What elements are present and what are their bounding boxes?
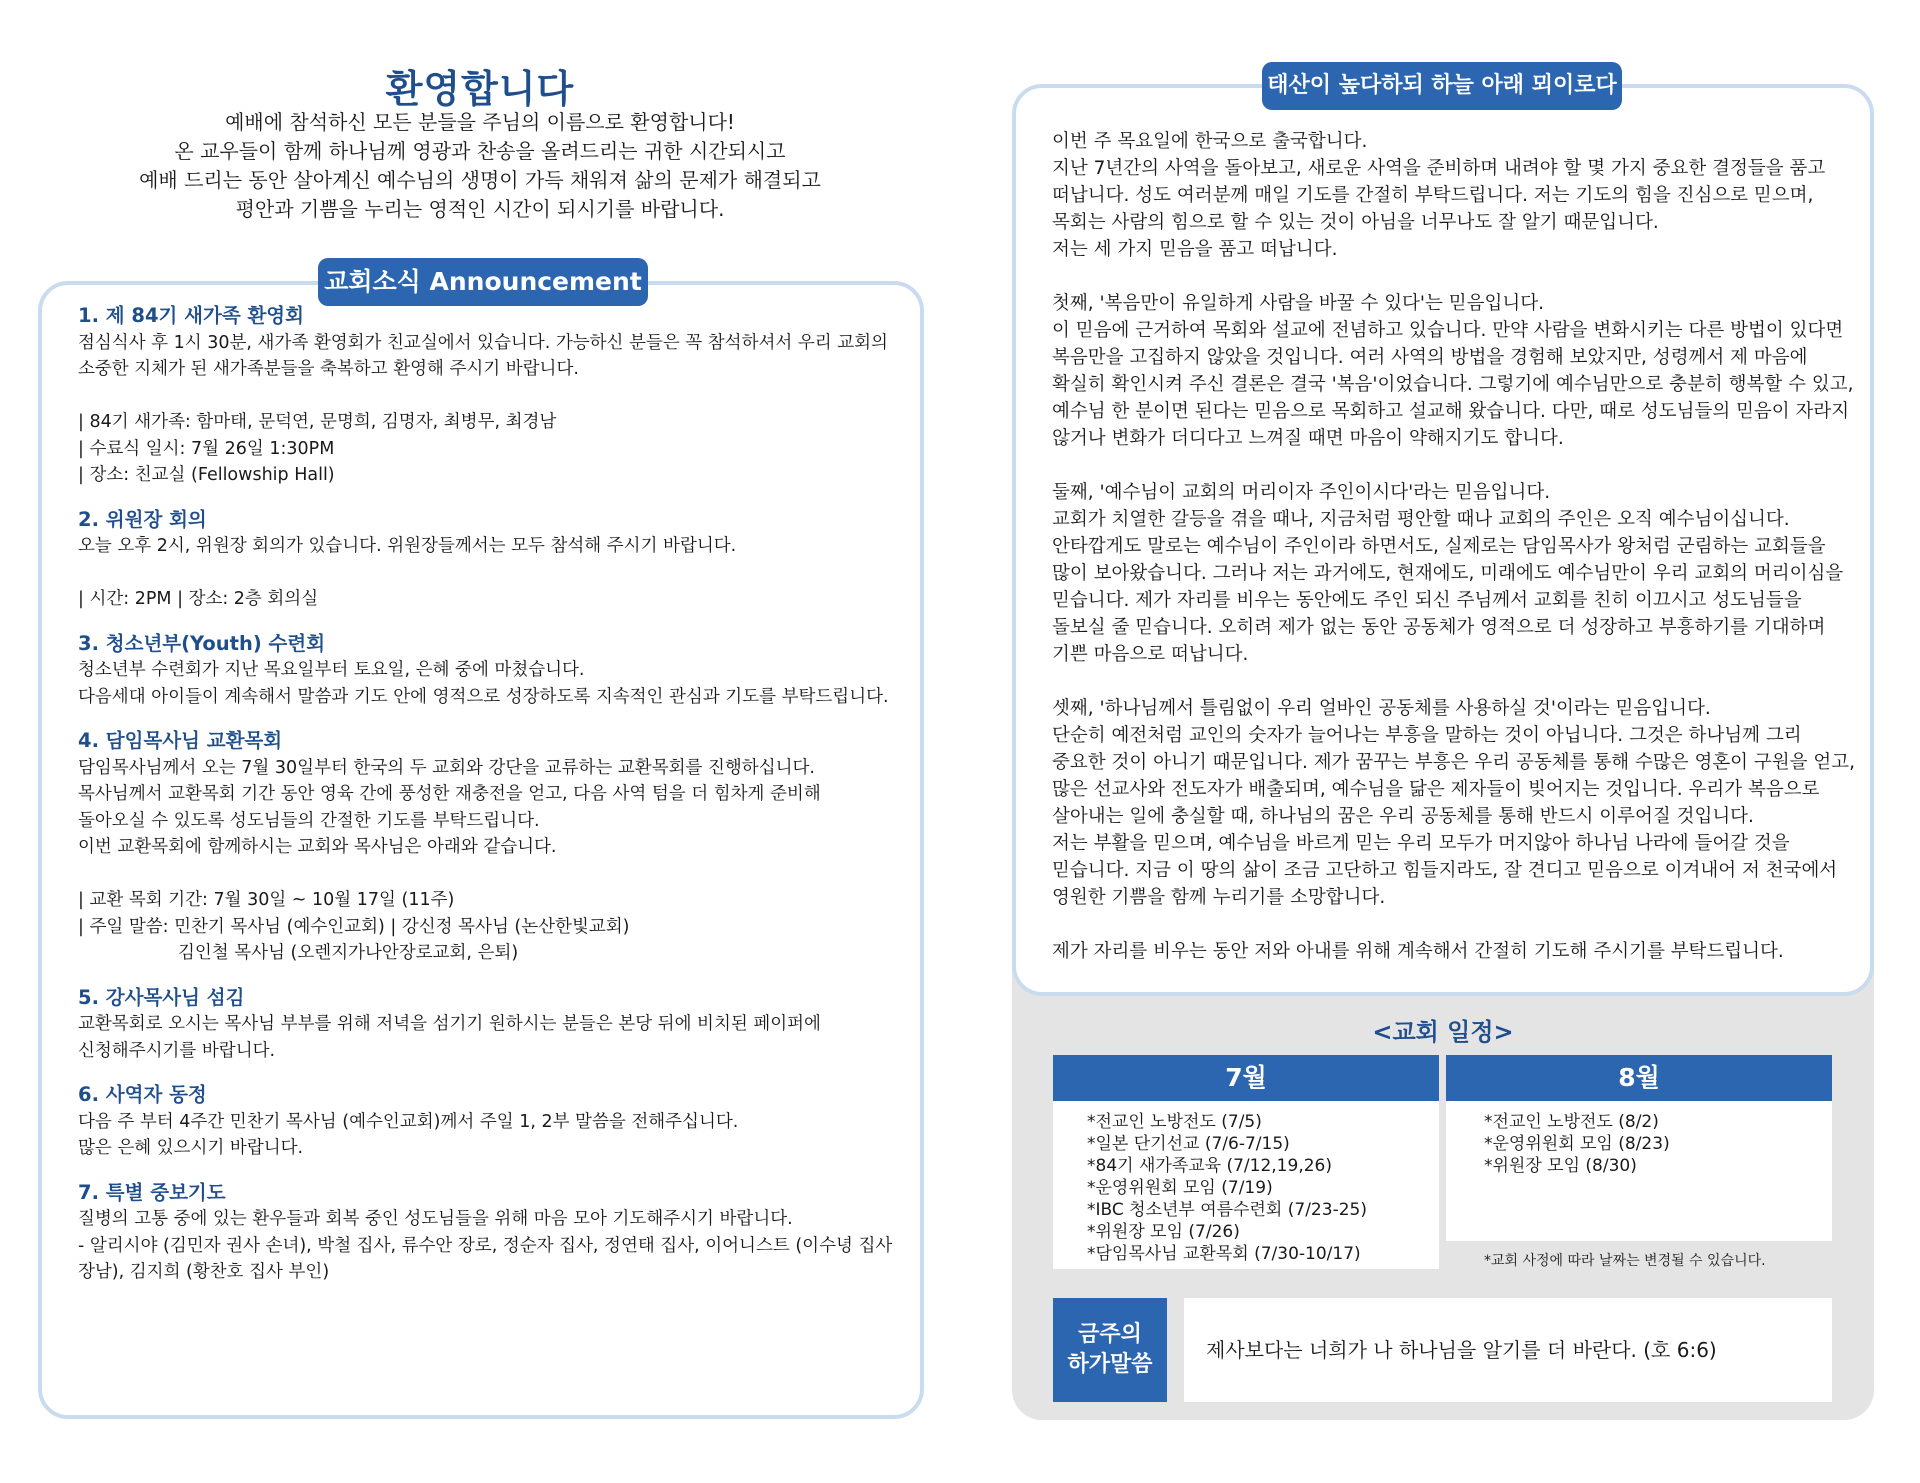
message-line: 이번 주 목요일에 한국으로 출국합니다. xyxy=(1052,131,1368,152)
weekly-verse-text: 제사보다는 너희가 나 하나님을 알기를 더 바란다. (호 6:6) xyxy=(1184,1298,1832,1402)
schedule-item: *전교인 노방전도 (8/2) xyxy=(1484,1112,1659,1132)
july-header: 7월 xyxy=(1053,1055,1439,1101)
announcement-text: 오늘 오후 2시, 위원장 회의가 있습니다. 위원장들께서는 모두 참석해 주시기 바랍니다. xyxy=(78,536,737,556)
message-line: 살아내는 일에 충실할 때, 하나님의 꿈은 우리 공동체를 통해 반드시 이루어질 것입니다. xyxy=(1052,806,1754,827)
announcement-title: 1. 제 84기 새가족 환영회 xyxy=(78,304,304,327)
welcome-text xyxy=(60,108,900,224)
august-header: 8월 xyxy=(1446,1055,1832,1101)
schedule-item: *IBC 청소년부 여름수련회 (7/23-25) xyxy=(1087,1200,1367,1220)
announcement-list xyxy=(78,303,918,1286)
welcome-title: 환영합니다 xyxy=(385,67,575,111)
schedule-item: *운영위원회 모임 (7/19) xyxy=(1087,1178,1273,1198)
welcome-line: 평안과 기쁨을 누리는 영적인 시간이 되시기를 바랍니다. xyxy=(235,197,725,221)
weekly-verse-label xyxy=(1053,1298,1167,1402)
schedule-item: *전교인 노방전도 (7/5) xyxy=(1087,1112,1262,1132)
message-line: 첫째, '복음만이 유일하게 사람을 바꿀 수 있다'는 믿음입니다. xyxy=(1052,293,1545,314)
august-schedule-list xyxy=(1446,1101,1832,1241)
message-paragraph xyxy=(1052,938,1852,965)
verse-label-line: 금주의 xyxy=(1078,1322,1142,1347)
announcement-text: 다음 주 부터 4주간 민찬기 목사님 (예수인교회)께서 주일 1, 2부 말씀을 전해주십니다. xyxy=(78,1111,739,1132)
announcement-text: 돌아오실 수 있도록 성도님들의 간절한 기도를 부탁드립니다. xyxy=(78,810,540,831)
pastor-message-header: 태산이 높다하되 하늘 아래 뫼이로다 xyxy=(1262,62,1622,110)
announcement-detail: | 주일 말씀: 민찬기 목사님 (예수인교회) | 강신정 목사님 (논산한빛교회) xyxy=(78,916,630,937)
announcement-text: 질병의 고통 중에 있는 환우들과 회복 중인 성도님들을 위해 마음 모아 기도해주시기 바랍니다. xyxy=(78,1209,793,1229)
announcement-detail: | 시간: 2PM | 장소: 2층 회의실 xyxy=(78,589,319,609)
announcement-title: 2. 위원장 회의 xyxy=(78,507,207,531)
welcome-line: 온 교우들이 함께 하나님께 영광과 찬송을 올려드리는 귀한 시간되시고 xyxy=(174,139,786,163)
welcome-line: 예배 드리는 동안 살아계신 예수님의 생명이 가득 채워져 삶의 문제가 해결되고 xyxy=(139,168,821,192)
announcement-title: 7. 특별 중보기도 xyxy=(78,1180,226,1204)
announcement-title: 5. 강사목사님 섬김 xyxy=(78,985,245,1009)
message-line: 단순히 예전처럼 교인의 숫자가 늘어나는 부흥을 말하는 것이 아닙니다. 그것은 하나님께 그리 xyxy=(1052,725,1802,746)
message-line: 중요한 것이 아니기 때문입니다. 제가 꿈꾸는 부흥은 우리 공동체를 통해 수많은 영혼이 구원을 얻고, xyxy=(1052,752,1856,773)
schedule-note: *교회 사정에 따라 날짜는 변경될 수 있습니다. xyxy=(1484,1253,1766,1269)
message-line: 않거나 변화가 더디다고 느껴질 때면 마음이 약해지기도 합니다. xyxy=(1052,428,1564,449)
message-line: 떠납니다. 성도 여러분께 매일 기도를 간절히 부탁드립니다. 저는 기도의 힘을 진심으로 믿으며, xyxy=(1052,185,1814,206)
verse-label-line: 하가말씀 xyxy=(1067,1352,1153,1377)
announcement-header: 교회소식 Announcement xyxy=(318,258,648,306)
schedule-item: *일본 단기선교 (7/6-7/15) xyxy=(1087,1134,1290,1154)
schedule-item: *84기 새가족교육 (7/12,19,26) xyxy=(1087,1156,1332,1176)
message-paragraph xyxy=(1052,479,1852,668)
message-line: 목회는 사람의 힘으로 할 수 있는 것이 아님을 너무나도 잘 알기 때문입니다. xyxy=(1052,212,1659,233)
message-line: 많이 보아왔습니다. 그러나 저는 과거에도, 현재에도, 미래에도 예수님만이 우리 교회의 머리이심을 xyxy=(1052,563,1844,584)
announcement-text: 소중한 지체가 된 새가족분들을 축복하고 환영해 주시기 바랍니다. xyxy=(78,359,579,379)
announcement-text: 담임목사님께서 오는 7월 30일부터 한국의 두 교회와 강단을 교류하는 교환목회를 진행하십니다. xyxy=(78,757,815,778)
schedule-item: *위원장 모임 (7/26) xyxy=(1087,1222,1240,1242)
message-line: 교회가 치열한 갈등을 겪을 때나, 지금처럼 평안할 때나 교회의 주인은 오직 예수님이십니다. xyxy=(1052,509,1790,530)
announcement-text: 신청해주시기를 바랍니다. xyxy=(78,1040,276,1061)
pastor-message xyxy=(1052,128,1856,965)
message-line: 믿습니다. 제가 자리를 비우는 동안에도 주인 되신 주님께서 교회를 친히 이끄시고 성도님들을 xyxy=(1052,590,1802,611)
welcome-line: 예배에 참석하신 모든 분들을 주님의 이름으로 환영합니다! xyxy=(225,110,735,134)
message-paragraph xyxy=(1052,128,1852,263)
announcement-text: 청소년부 수련회가 지난 목요일부터 토요일, 은혜 중에 마쳤습니다. xyxy=(78,660,585,680)
message-line: 셋째, '하나님께서 틀림없이 우리 얼바인 공동체를 사용하실 것'이라는 믿음입니다. xyxy=(1052,698,1711,719)
announcement-title: 3. 청소년부(Youth) 수련회 xyxy=(78,631,326,655)
schedule-item: *운영위원회 모임 (8/23) xyxy=(1484,1134,1670,1154)
announcement-text: 다음세대 아이들이 계속해서 말씀과 기도 안에 영적으로 성장하도록 지속적인 관심과 기도를 부탁드립니다. xyxy=(78,686,889,707)
message-line: 이 믿음에 근거하여 목회와 설교에 전념하고 있습니다. 만약 사람을 변화시키는 다른 방법이 있다면 xyxy=(1052,320,1844,341)
announcement-detail: | 교환 목회 기간: 7월 30일 ~ 10월 17일 (11주) xyxy=(78,890,455,910)
announcement-text: - 알리시야 (김민자 권사 손녀), 박철 집사, 류수안 장로, 정순자 집사, 정연태 집사, 이어니스트 (이수녕 집사 xyxy=(78,1235,893,1256)
schedule-item: *담임목사님 교환목회 (7/30-10/17) xyxy=(1087,1244,1361,1264)
message-line: 저는 부활을 믿으며, 예수님을 바르게 믿는 우리 모두가 머지않아 하나님 나라에 들어갈 것을 xyxy=(1052,833,1790,854)
announcement-text: 장남), 김지희 (황찬호 집사 부인) xyxy=(78,1262,330,1282)
message-line: 돌보실 줄 믿습니다. 오히려 제가 없는 동안 공동체가 영적으로 더 성장하고 부흥하기를 기대하며 xyxy=(1052,617,1826,638)
announcement-text: 목사님께서 교환목회 기간 동안 영육 간에 풍성한 재충전을 얻고, 다음 사역 텀을 더 힘차게 준비해 xyxy=(78,784,821,804)
message-line: 믿습니다. 지금 이 땅의 삶이 조금 고단하고 힘들지라도, 잘 견디고 믿음으로 이겨내어 저 천국에서 xyxy=(1052,860,1838,881)
message-line: 제가 자리를 비우는 동안 저와 아내를 위해 계속해서 간절히 기도해 주시기를 부탁드립니다. xyxy=(1052,941,1784,962)
announcement-title: 4. 담임목사님 교환목회 xyxy=(78,729,283,752)
message-paragraph xyxy=(1052,290,1852,452)
announcement-text: 많은 은혜 있으시기 바랍니다. xyxy=(78,1138,304,1158)
message-line: 많은 선교사와 전도자가 배출되며, 예수님을 닮은 제자들이 빚어지는 것입니다. 우리가 복음으로 xyxy=(1052,779,1820,800)
message-line: 둘째, '예수님이 교회의 머리이자 주인이시다'라는 믿음입니다. xyxy=(1052,482,1551,503)
message-line: 확실히 확인시켜 주신 결론은 결국 '복음'이었습니다. 그렇기에 예수님만으로 충분히 행복할 수 있고, xyxy=(1052,374,1854,395)
announcement-detail: | 84기 새가족: 함마태, 문덕연, 문명희, 김명자, 최병무, 최경남 xyxy=(78,412,557,432)
schedule-item: *위원장 모임 (8/30) xyxy=(1484,1156,1637,1176)
schedule-title: <교회 일정> xyxy=(1372,1018,1514,1046)
announcement-title: 6. 사역자 동정 xyxy=(78,1083,207,1106)
announcement-text: 이번 교환목회에 함께하시는 교회와 목사님은 아래와 같습니다. xyxy=(78,837,557,857)
message-line: 저는 세 가지 믿음을 품고 떠납니다. xyxy=(1052,239,1338,260)
announcement-detail: | 장소: 친교실 (Fellowship Hall) xyxy=(78,465,335,485)
announcement-detail: 김인철 목사님 (오렌지가나안장로교회, 은퇴) xyxy=(178,943,519,963)
message-line: 영원한 기쁨을 함께 누리기를 소망합니다. xyxy=(1052,887,1386,908)
message-line: 예수님 한 분이면 된다는 믿음으로 목회하고 설교해 왔습니다. 다만, 때로 성도님들의 믿음이 자라지 xyxy=(1052,401,1850,422)
message-line: 기쁜 마음으로 떠납니다. xyxy=(1052,644,1249,665)
july-schedule-list xyxy=(1053,1101,1439,1269)
message-line: 안타깝게도 말로는 예수님이 주인이라 하면서도, 실제로는 담임목사가 왕처럼 군림하는 교회들을 xyxy=(1052,536,1826,557)
message-line: 복음만을 고집하지 않았을 것입니다. 여러 사역의 방법을 경험해 보았지만, 성령께서 제 마음에 xyxy=(1052,347,1808,368)
announcement-detail: | 수료식 일시: 7월 26일 1:30PM xyxy=(78,438,335,459)
message-line: 지난 7년간의 사역을 돌아보고, 새로운 사역을 준비하며 내려야 할 몇 가지 중요한 결정들을 품고 xyxy=(1052,158,1826,179)
announcement-text: 점심식사 후 1시 30분, 새가족 환영회가 친교실에서 있습니다. 가능하신 분들은 꼭 참석하셔서 우리 교회의 xyxy=(78,332,888,353)
announcement-text: 교환목회로 오시는 목사님 부부를 위해 저녁을 섬기기 원하시는 분들은 본당 뒤에 비치된 페이퍼에 xyxy=(78,1014,821,1034)
message-paragraph xyxy=(1052,695,1856,911)
